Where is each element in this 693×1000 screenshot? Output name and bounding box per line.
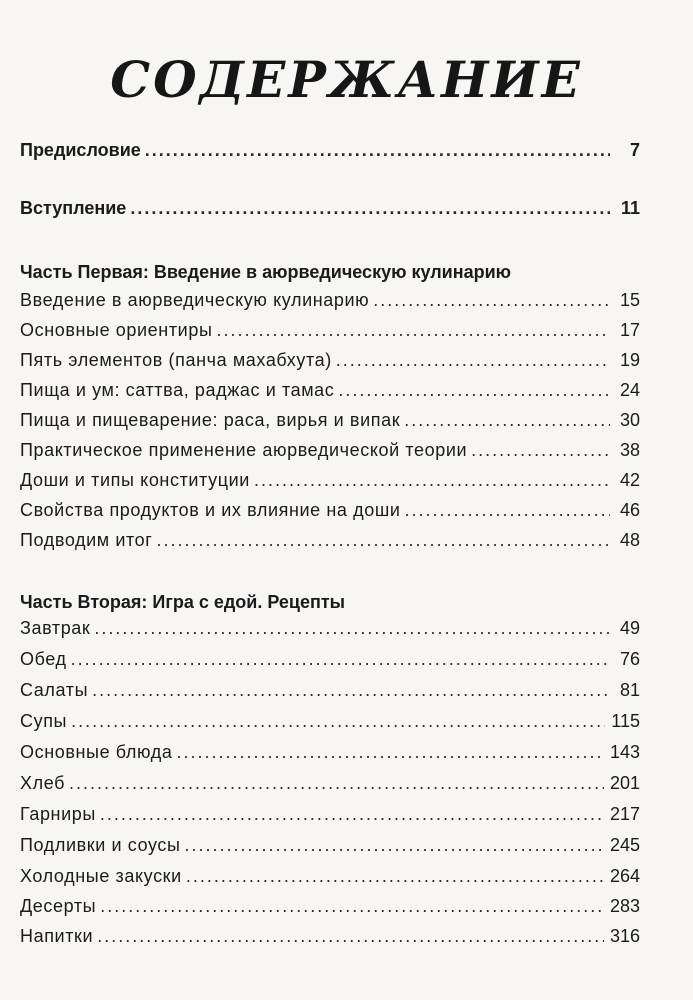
toc-entry[interactable]: [20, 926, 640, 954]
dot-leader: [216, 320, 610, 341]
dot-leader: [145, 140, 610, 161]
toc-entry-page: 19: [619, 350, 640, 370]
toc-entry-introduction[interactable]: [20, 198, 640, 226]
dot-leader: [176, 742, 604, 763]
dot-leader: [71, 711, 605, 732]
toc-entry-label: Вступление: [20, 198, 127, 218]
toc-entry-page: 30: [619, 410, 640, 430]
toc-entry-label: Супы: [20, 711, 68, 731]
dot-leader: [338, 380, 610, 401]
toc-entry[interactable]: [20, 440, 640, 468]
toc-entry-label: Холодные закуски: [20, 866, 182, 886]
toc-entry-label: Завтрак: [20, 618, 91, 638]
toc-entry-label: Свойства продуктов и их влияние на доши: [20, 500, 401, 520]
dot-leader: [69, 773, 604, 794]
toc-entry[interactable]: [20, 649, 640, 677]
dot-leader: [71, 649, 610, 670]
dot-leader: [373, 290, 610, 311]
toc-entry[interactable]: [20, 896, 640, 924]
dot-leader: [404, 410, 610, 431]
toc-entry-label: Подводим итог: [20, 530, 153, 550]
toc-entry[interactable]: [20, 773, 640, 801]
toc-entry-label: Десерты: [20, 896, 97, 916]
toc-entry-page: 283: [609, 896, 640, 916]
dot-leader: [100, 804, 604, 825]
toc-entry[interactable]: [20, 804, 640, 832]
dot-leader: [471, 440, 610, 461]
part1-heading: Часть Первая: Введение в аюрведическую кулинарию: [20, 262, 512, 282]
toc-entry-label: Основные блюда: [20, 742, 173, 762]
toc-entry-label: Пища и пищеварение: раса, вирья и випак: [20, 410, 401, 430]
toc-entry-label: Напитки: [20, 926, 94, 946]
toc-entry-page: 48: [619, 530, 640, 550]
toc-entry-page: 143: [609, 742, 640, 762]
toc-entry-page: 17: [619, 320, 640, 340]
toc-entry-label: Доши и типы конституции: [20, 470, 250, 490]
toc-entry-page: 264: [609, 866, 640, 886]
toc-entry-page: 49: [619, 618, 640, 638]
toc-entry-label: Гарниры: [20, 804, 96, 824]
toc-entry-label: Предисловие: [20, 140, 141, 160]
dot-leader: [92, 680, 610, 701]
toc-entry-page: 201: [609, 773, 640, 793]
toc-entry-label: Подливки и соусы: [20, 835, 181, 855]
toc-entry-label: Хлеб: [20, 773, 66, 793]
page-title: СОДЕРЖАНИЕ: [110, 50, 583, 109]
dot-leader: [130, 198, 610, 219]
toc-entry-page: 46: [619, 500, 640, 520]
toc-entry[interactable]: [20, 500, 640, 528]
toc-entry-page: 24: [619, 380, 640, 400]
toc-entry[interactable]: [20, 866, 640, 894]
dot-leader: [156, 530, 610, 551]
dot-leader: [186, 866, 604, 887]
toc-entry-page: 245: [609, 835, 640, 855]
toc-entry[interactable]: [20, 742, 640, 770]
toc-entry[interactable]: [20, 680, 640, 708]
toc-entry-preface[interactable]: [20, 140, 640, 168]
toc-entry-page: 7: [629, 140, 640, 160]
toc-entry-label: Практическое применение аюрведической теории: [20, 440, 468, 460]
toc-entry-page: 115: [611, 711, 640, 731]
toc-entry[interactable]: [20, 530, 640, 558]
toc-entry-page: 217: [609, 804, 640, 824]
toc-entry[interactable]: [20, 470, 640, 498]
toc-entry[interactable]: [20, 290, 640, 318]
toc-entry[interactable]: [20, 410, 640, 438]
toc-entry-page: 42: [619, 470, 640, 490]
toc-entry-label: Обед: [20, 649, 67, 669]
toc-entry[interactable]: [20, 618, 640, 646]
dot-leader: [405, 500, 610, 521]
toc-entry[interactable]: [20, 350, 640, 378]
dot-leader: [94, 618, 610, 639]
dot-leader: [185, 835, 604, 856]
toc-entry-page: 76: [619, 649, 640, 669]
toc-entry-label: Основные ориентиры: [20, 320, 213, 340]
toc-entry-label: Пища и ум: саттва, раджас и тамас: [20, 380, 335, 400]
toc-entry-page: 316: [609, 926, 640, 946]
toc-entry-page: 15: [619, 290, 640, 310]
toc-entry-page: 11: [620, 198, 640, 218]
toc-entry[interactable]: [20, 711, 640, 739]
toc-entry[interactable]: [20, 320, 640, 348]
part2-heading: Часть Вторая: Игра с едой. Рецепты: [20, 592, 346, 612]
toc-entry[interactable]: [20, 835, 640, 863]
toc-entry-label: Салаты: [20, 680, 89, 700]
toc-entry[interactable]: [20, 380, 640, 408]
dot-leader: [336, 350, 610, 371]
toc-entry-page: 81: [619, 680, 640, 700]
toc-entry-page: 38: [619, 440, 640, 460]
dot-leader: [254, 470, 610, 491]
dot-leader: [100, 896, 604, 917]
toc-entry-label: Введение в аюрведическую кулинарию: [20, 290, 370, 310]
toc-entry-label: Пять элементов (панча махабхута): [20, 350, 332, 370]
dot-leader: [97, 926, 604, 947]
